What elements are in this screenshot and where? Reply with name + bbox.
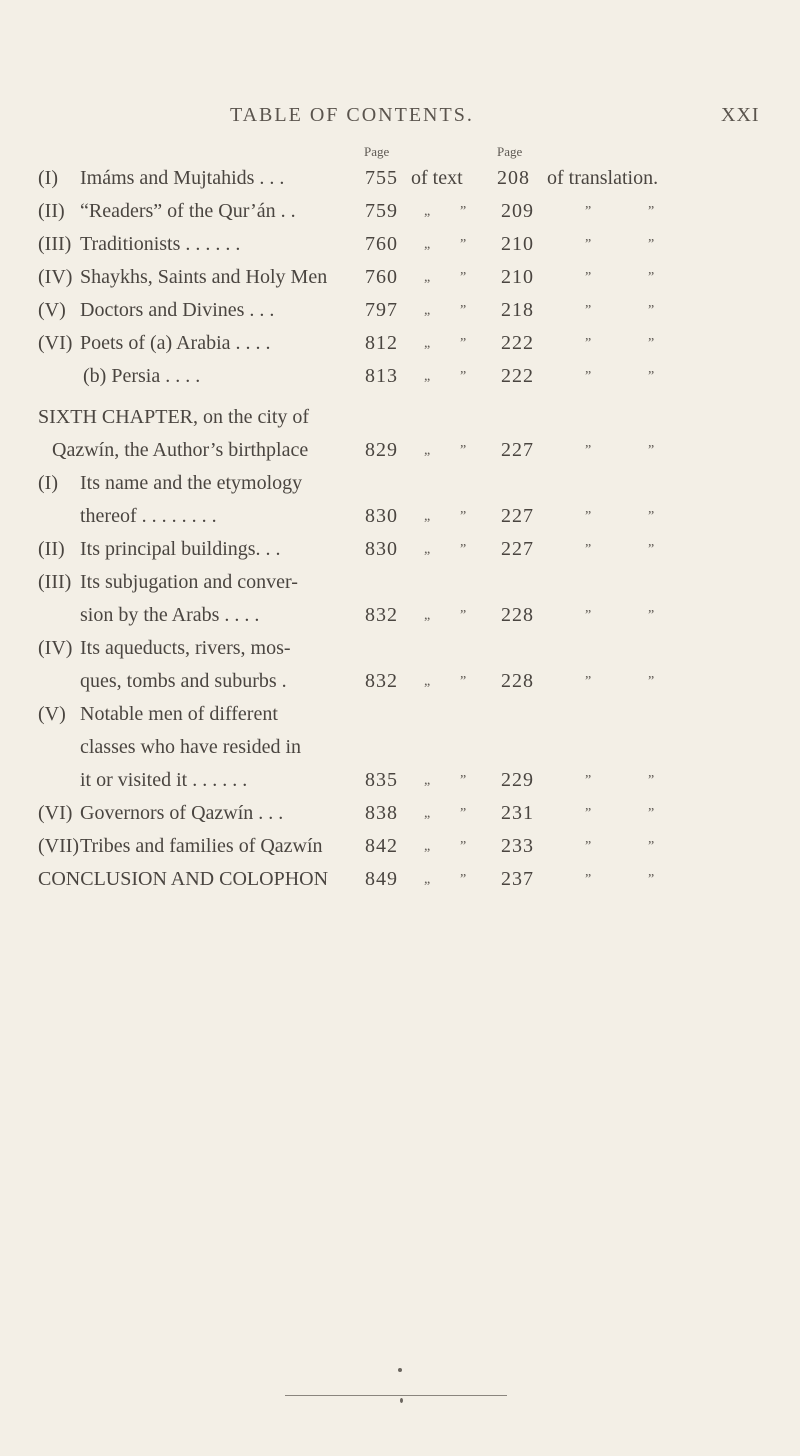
ditto-mark: ” [585,674,592,689]
ditto-mark: ” [585,270,592,285]
ditto-mark: „ [424,674,431,689]
toc-entry [0,167,800,197]
of-translation-label: of translation. [547,167,659,189]
ditto-mark: ” [460,674,467,689]
toc-entry [0,670,800,700]
ditto-mark: ” [460,542,467,557]
translation-page-number: 231 [501,802,534,824]
entry-label: (I) [38,472,58,494]
ditto-mark: ” [648,204,655,219]
column-head-text-page: Page [364,144,390,159]
ditto-mark: ” [648,542,655,557]
ditto-mark: ” [460,336,467,351]
entry-title: Tribes and families of Qazwín [80,835,323,857]
toc-entry [0,406,800,436]
entry-title: Governors of Qazwín . . . [80,802,284,824]
running-head [0,104,800,128]
ditto-mark: ” [460,303,467,318]
ditto-mark: ” [585,204,592,219]
ditto-mark: ” [585,509,592,524]
translation-page-number: 228 [501,604,534,626]
translation-page-number: 228 [501,670,534,692]
of-text-label: of text [411,167,463,189]
ditto-mark: „ [424,336,431,351]
ditto-mark: ” [648,237,655,252]
toc-entry [0,637,800,667]
entry-title: “Readers” of the Qur’án . . [80,200,296,222]
ditto-mark: ” [648,608,655,623]
entry-title: SIXTH CHAPTER, on the city of [38,406,310,428]
text-page-number: 835 [365,769,398,791]
translation-page-number: 222 [501,365,534,387]
ditto-mark: „ [424,806,431,821]
ditto-mark: ” [585,773,592,788]
toc-entry [0,472,800,502]
text-page-number: 832 [365,670,398,692]
text-page-number: 759 [365,200,398,222]
ditto-mark: „ [424,839,431,854]
ditto-mark: ” [585,608,592,623]
entry-label: (IV) [38,266,73,288]
entry-label: (IV) [38,637,73,659]
text-page-number: 797 [365,299,398,321]
ditto-mark: „ [424,872,431,887]
toc-entry [0,266,800,296]
ditto-mark: ” [585,303,592,318]
entry-title: thereof . . . . . . . . [80,505,217,527]
toc-entry [0,332,800,362]
translation-page-number: 208 [497,167,530,189]
entry-title: sion by the Arabs . . . . [80,604,260,626]
ditto-mark: „ [424,237,431,252]
translation-page-number: 227 [501,439,534,461]
ditto-mark: „ [424,270,431,285]
text-page-number: 830 [365,538,398,560]
entry-label: (VI) [38,802,73,824]
ditto-mark: ” [585,839,592,854]
ditto-mark: ” [648,303,655,318]
translation-page-number: 237 [501,868,534,890]
entry-title: it or visited it . . . . . . [80,769,248,791]
ditto-mark: ” [648,839,655,854]
ditto-mark: ” [460,773,467,788]
ditto-mark: ” [460,806,467,821]
ditto-mark: ” [648,674,655,689]
entry-label: (V) [38,299,66,321]
entry-title: Qazwín, the Author’s birthplace [52,439,309,461]
entry-title: Traditionists . . . . . . [80,233,241,255]
text-page-number: 842 [365,835,398,857]
divider-rule [285,1395,507,1396]
ditto-mark: ” [585,237,592,252]
page-numeral: XXI [721,104,760,126]
toc-entry [0,439,800,469]
ditto-mark: ” [460,839,467,854]
text-page-number: 760 [365,266,398,288]
ditto-mark: ” [585,872,592,887]
ditto-mark: ” [648,806,655,821]
entry-label: (I) [38,167,58,189]
translation-page-number: 229 [501,769,534,791]
ditto-mark: ” [648,336,655,351]
text-page-number: 829 [365,439,398,461]
ditto-mark: ” [460,270,467,285]
entry-title: Doctors and Divines . . . [80,299,275,321]
toc-entry [0,736,800,766]
ditto-mark: ” [460,872,467,887]
entry-title: Poets of (a) Arabia . . . . [80,332,271,354]
entry-title: Its subjugation and conver- [80,571,298,593]
ink-speck [400,1398,403,1403]
translation-page-number: 233 [501,835,534,857]
translation-page-number: 210 [501,266,534,288]
text-page-number: 760 [365,233,398,255]
translation-page-number: 210 [501,233,534,255]
ditto-mark: „ [424,773,431,788]
running-head-title: TABLE OF CONTENTS. [230,104,474,126]
text-page-number: 838 [365,802,398,824]
entry-title: Its principal buildings. . . [80,538,281,560]
ditto-mark: ” [460,608,467,623]
ditto-mark: „ [424,542,431,557]
entry-label: (II) [38,538,65,560]
text-page-number: 755 [365,167,398,189]
entry-title: CONCLUSION AND COLOPHON [38,868,329,890]
entry-label: (III) [38,571,72,593]
ditto-mark: „ [424,509,431,524]
toc-entry [0,505,800,535]
translation-page-number: 209 [501,200,534,222]
toc-entry [0,868,800,898]
entry-label: (V) [38,703,66,725]
entry-label: (VII) [38,835,80,857]
ditto-mark: ” [648,773,655,788]
ditto-mark: ” [585,369,592,384]
ditto-mark: ” [648,872,655,887]
text-page-number: 832 [365,604,398,626]
ditto-mark: ” [648,509,655,524]
entry-label: (II) [38,200,65,222]
ditto-mark: ” [585,542,592,557]
ditto-mark: ” [648,369,655,384]
ditto-mark: ” [648,270,655,285]
translation-page-number: 227 [501,538,534,560]
entry-title: Its aqueducts, rivers, mos- [80,637,291,659]
ditto-mark: „ [424,369,431,384]
toc-entry [0,365,800,395]
entry-title: classes who have resided in [80,736,302,758]
translation-page-number: 227 [501,505,534,527]
entry-label: (III) [38,233,72,255]
entry-title: Its name and the etymology [80,472,303,494]
toc-entry [0,538,800,568]
ditto-mark: ” [460,509,467,524]
toc-entry [0,299,800,329]
ditto-mark: ” [585,336,592,351]
translation-page-number: 222 [501,332,534,354]
ink-speck [398,1368,402,1372]
toc-entry [0,571,800,601]
ditto-mark: ” [585,806,592,821]
entry-label: (VI) [38,332,73,354]
toc-entry [0,802,800,832]
entry-title: Imáms and Mujtahids . . . [80,167,285,189]
toc-entry [0,200,800,230]
translation-page-number: 218 [501,299,534,321]
toc-entry [0,769,800,799]
entry-title: Notable men of different [80,703,278,725]
entry-title: Shaykhs, Saints and Holy Men [80,266,328,288]
ditto-mark: ” [460,204,467,219]
ditto-mark: „ [424,608,431,623]
text-page-number: 849 [365,868,398,890]
ditto-mark: „ [424,443,431,458]
toc-entry [0,835,800,865]
text-page-number: 813 [365,365,398,387]
column-head-translation-page: Page [497,144,523,159]
ditto-mark: ” [460,237,467,252]
ditto-mark: ” [648,443,655,458]
ditto-mark: ” [460,443,467,458]
text-page-number: 830 [365,505,398,527]
ditto-mark: ” [460,369,467,384]
toc-entry [0,233,800,263]
ditto-mark: ” [585,443,592,458]
ditto-mark: „ [424,303,431,318]
entry-title: (b) Persia . . . . [83,365,201,387]
entry-title: ques, tombs and suburbs . [80,670,287,692]
ditto-mark: „ [424,204,431,219]
toc-entry [0,604,800,634]
toc-entry [0,703,800,733]
text-page-number: 812 [365,332,398,354]
